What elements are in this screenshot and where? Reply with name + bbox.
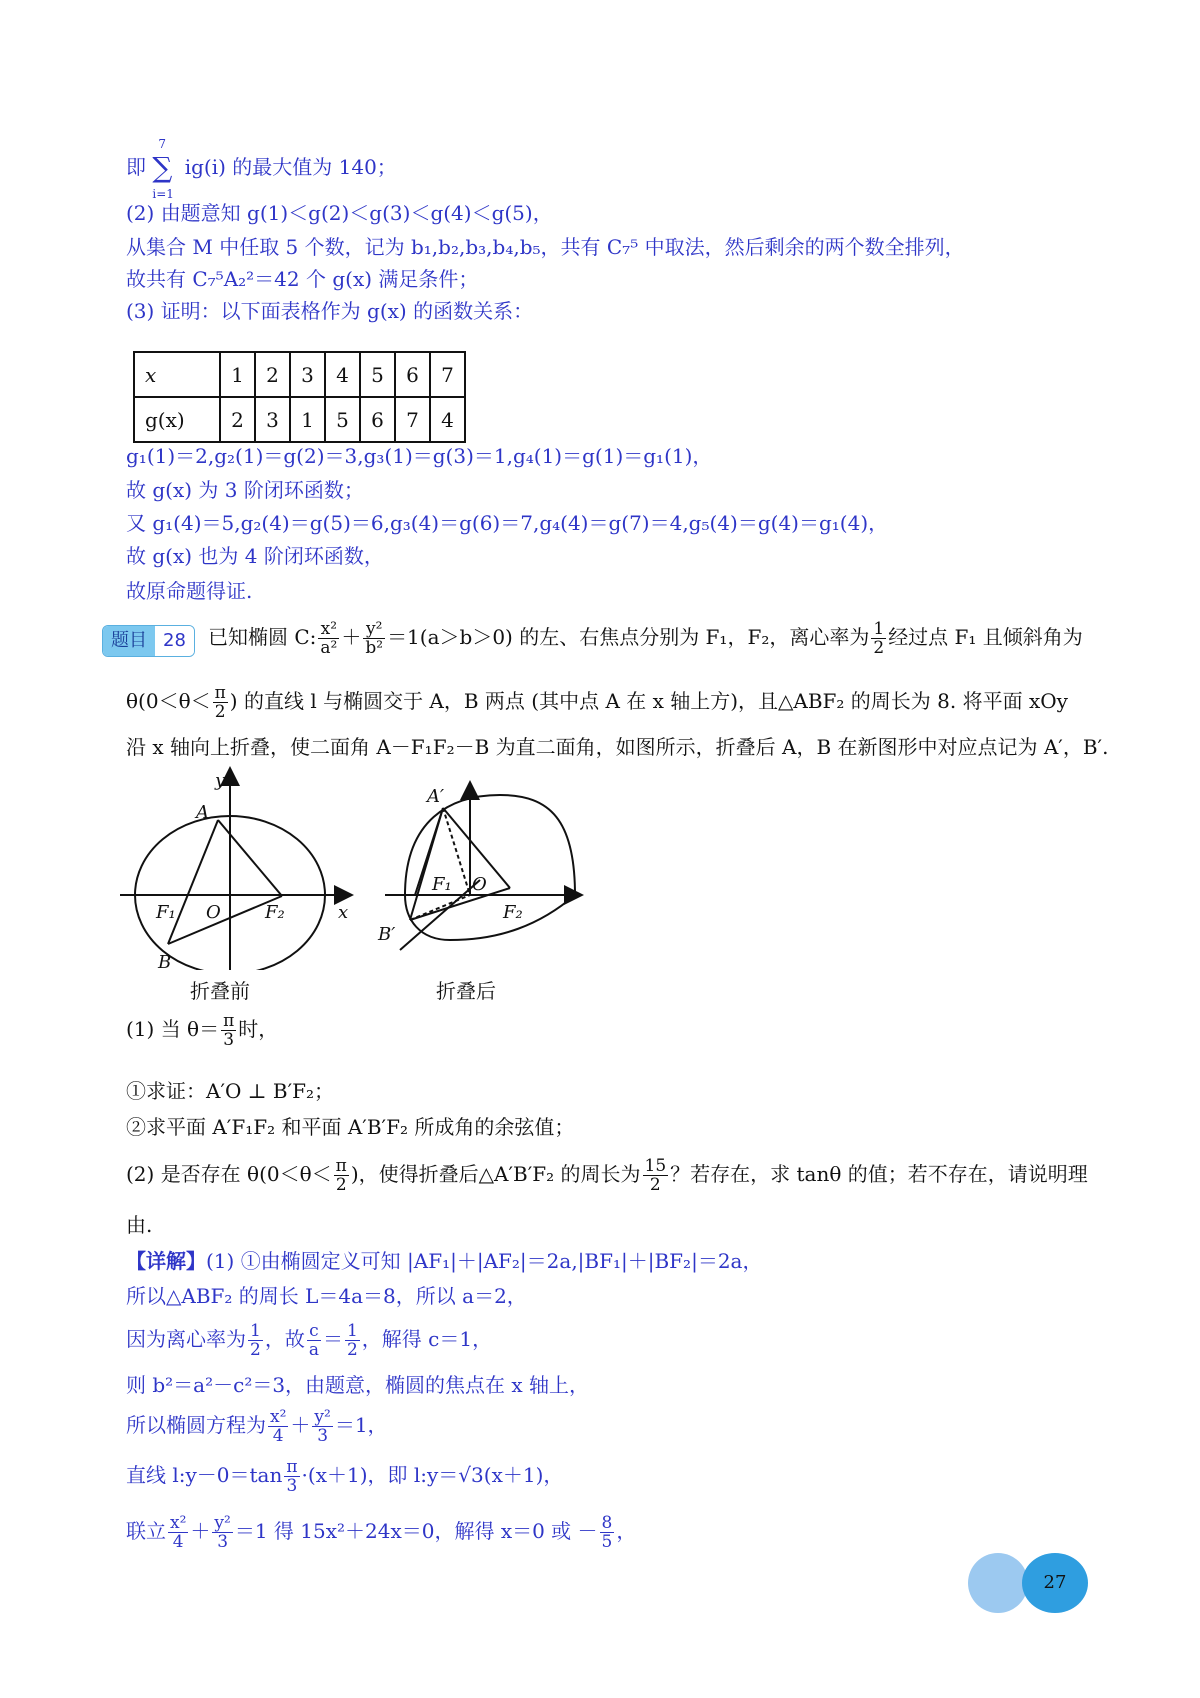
table-cell: 2	[255, 352, 290, 397]
question-2: (2) 是否存在 θ(0＜θ＜ $\frac{\pi}{2}$ )，使得折叠后△A′B′F₂ 的周长为 $\frac{15}{2}$ ？若存在，求 tanθ 的值；若不存在，请说明理	[126, 1156, 1088, 1195]
table-cell: 2	[220, 397, 255, 442]
problem-line-2: θ(0＜θ＜ $\frac{\pi}{2}$ ) 的直线 l 与椭圆交于 A，B 两点 (其中点 A 在 x 轴上方)，且△ABF₂ 的周长为 8. 将平面 xOy	[126, 683, 1068, 722]
caption-after: 折叠后	[436, 979, 496, 1003]
after-table-line-3: 又 g₁(4)＝5,g₂(4)＝g(5)＝6,g₃(4)＝g(6)＝7,g₄(4)＝g(7)＝4,g₅(4)＝g(4)＝g₁(4)，	[126, 511, 889, 535]
figure-before	[120, 770, 350, 970]
solution-line-1: 即 7 ∑ i=1 ig(i) 的最大值为 140；	[126, 154, 397, 183]
sum-upper: 7	[158, 136, 166, 151]
table-cell: 4	[325, 352, 360, 397]
label-o: O	[206, 902, 221, 923]
solution-line-2: (2) 由题意知 g(1)＜g(2)＜g(3)＜g(4)＜g(5)，	[126, 201, 553, 225]
function-table	[133, 351, 466, 443]
figure-after	[385, 784, 580, 950]
detail-line-2: 所以△ABF₂ 的周长 L＝4a＝8，所以 a＝2，	[126, 1284, 527, 1308]
page-decor-circle	[968, 1553, 1028, 1613]
solution-line-3: 从集合 M 中任取 5 个数，记为 b₁,b₂,b₃,b₄,b₅，共有 C₇⁵ 中取法，然后剩余的两个数全排列，	[126, 235, 965, 259]
table-cell: 5	[360, 352, 395, 397]
line-af2	[218, 820, 282, 896]
after-table-line-1: g₁(1)＝2,g₂(1)＝g(2)＝3,g₃(1)＝g(3)＝1,g₄(1)＝g(1)＝g₁(1)，	[126, 444, 713, 468]
table-cell: x	[134, 352, 220, 397]
after-table-line-4: 故 g(x) 也为 4 阶闭环函数，	[126, 544, 384, 568]
after-table-line-5: 故原命题得证.	[126, 579, 253, 603]
table-cell: 5	[325, 397, 360, 442]
detail-line-1: 【详解】(1) ①由椭圆定义可知 |AF₁|＋|AF₂|＝2a,|BF₁|＋|BF₂|＝2a，	[126, 1249, 763, 1273]
fold-figures	[120, 760, 680, 970]
caption-before: 折叠前	[190, 979, 250, 1003]
table-cell: 6	[395, 352, 430, 397]
question-1-1: ①求证：A′O ⊥ B′F₂；	[126, 1079, 335, 1103]
detail-line-6: 直线 l:y－0＝tan $\frac{\pi}{3}$ ·(x＋1)，即 l:y＝√3(x＋1)，	[126, 1457, 564, 1496]
problem-tag	[102, 625, 195, 657]
problem-tag-number: 28	[155, 626, 194, 656]
label-o-after: O	[472, 874, 487, 895]
line-b-f2	[410, 888, 510, 920]
label-b: B	[158, 952, 172, 970]
question-1: (1) 当 θ＝ $\frac{\pi}{3}$ 时，	[126, 1011, 279, 1050]
table-cell: 4	[430, 397, 465, 442]
table-row	[134, 397, 465, 442]
label-a: A	[196, 802, 209, 823]
table-cell: 3	[255, 397, 290, 442]
page-number: 27	[1022, 1553, 1088, 1613]
detail-line-5: 所以椭圆方程为 $\frac{\text{x²}}{4}$ ＋ $\frac{\text{y²}}{3}$ ＝1，	[126, 1407, 388, 1446]
question-1-2: ②求平面 A′F₁F₂ 和平面 A′B′F₂ 所成角的余弦值；	[126, 1115, 575, 1139]
label-b-prime: B′	[378, 924, 396, 945]
solution-line-4: 故共有 C₇⁵A₂²＝42 个 g(x) 满足条件；	[126, 267, 479, 291]
label-a-prime: A′	[427, 786, 445, 807]
table-cell: g(x)	[134, 397, 220, 442]
label-f1-after: F₁	[432, 874, 452, 895]
detail-line-3: 因为离心率为 $\frac{1}{2}$ ，故 $\frac{c}{a}$ ＝ $\frac{1}{2}$ ，解得 c＝1，	[126, 1321, 493, 1360]
table-cell: 7	[395, 397, 430, 442]
question-2-end: 由.	[126, 1213, 153, 1237]
label-f1: F₁	[156, 902, 176, 923]
solution-line-5: (3) 证明：以下面表格作为 g(x) 的函数关系：	[126, 299, 534, 323]
table-cell: 6	[360, 397, 395, 442]
detail-line-7: 联立 $\frac{\text{x²}}{4}$ ＋ $\frac{\text{y²}}{3}$ ＝1 得 15x²＋24x＝0，解得 x＝0 或 － $\frac{8}{5}$ ，	[126, 1513, 637, 1552]
after-table-line-2: 故 g(x) 为 3 阶闭环函数；	[126, 478, 364, 502]
problem-line-1: 已知椭圆 C: $\frac{\text{x²}}{\text{a²}}$ ＋ $\frac{\text{y²}}{\text{b²}}$ ＝1(a＞b＞0) 的左、右焦点分别为 F₁，F₂，离心率为 $\frac{1}{2}$ 经过点 F₁ 且倾斜角为	[208, 619, 1083, 658]
table-row	[134, 352, 465, 397]
label-x: x	[338, 902, 349, 923]
lower-half-ellipse	[405, 895, 575, 940]
table-cell: 1	[220, 352, 255, 397]
table-cell: 7	[430, 352, 465, 397]
table-cell: 3	[290, 352, 325, 397]
label-f2-after: F₂	[503, 902, 523, 923]
detail-line-4: 则 b²＝a²－c²＝3，由题意，椭圆的焦点在 x 轴上，	[126, 1373, 590, 1397]
problem-tag-label: 题目	[103, 626, 155, 656]
label-f2: F₂	[265, 902, 285, 923]
problem-line-3: 沿 x 轴向上折叠，使二面角 A－F₁F₂－B 为直二面角，如图所示，折叠后 A，B 在新图形中对应点记为 A′，B′.	[126, 735, 1109, 759]
table-cell: 1	[290, 397, 325, 442]
label-y: y	[215, 770, 226, 791]
sum-lower: i=1	[152, 186, 174, 201]
